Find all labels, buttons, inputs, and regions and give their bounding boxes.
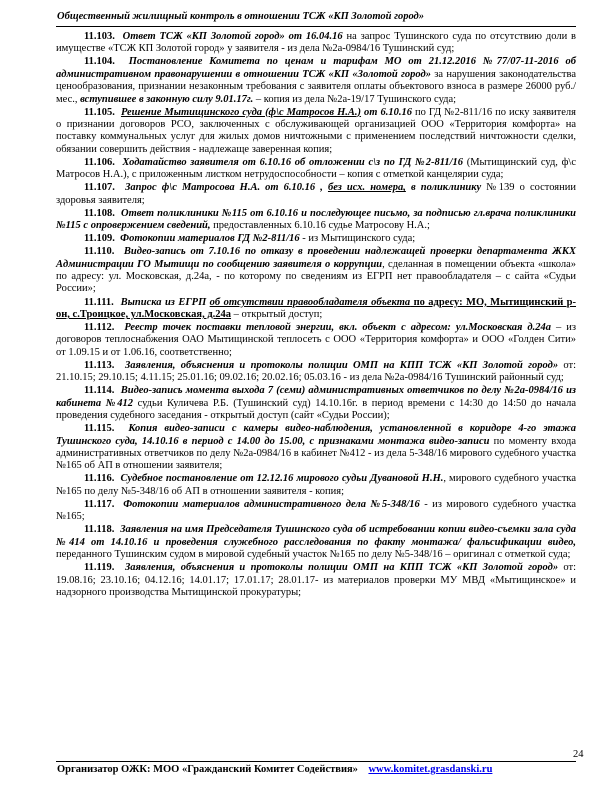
item-text-segment: по моменту входа административных ответчиков по делу №2а-0984/16 в кабинет №412 - из дела 5-348/16 мирового судебного участка №165 об АП в отношении заявителя; <box>56 435 576 472</box>
footer-divider <box>56 761 576 762</box>
item-text-segment: за нарушения законодательства ценообразования, признании незаконным требования с заявителя оплаты объектового взноса в размере 26000 руб./мес., <box>56 68 576 105</box>
list-item <box>56 31 576 56</box>
item-text-segment: Ходатайство заявителя от 6.10.16 об отложении с\з по ГД №2-811/16 <box>122 156 464 168</box>
item-text-segment: (Мытищинский суд, ф\с Матросов Н.А.), с приложенным листком нетрудоспособности – копия с отметкой канцелярии суда; <box>56 156 576 181</box>
item-text-segment: на запрос Тушинского суда по отсутствию доли в имуществе «ТСЖ КП Золотой город» у заявителя - из дела №2а-0984/16 Тушинский суд; <box>56 31 577 55</box>
list-item <box>56 56 576 105</box>
footer-organizer-text: Организатор ОЖК: МОО «Гражданский Комитет Содействия» <box>57 764 358 775</box>
item-text-segment: Постановление Комитета по ценам и тарифам МО от 21.12.2016 №77/07-11-2016 об административном правонарушении в отношении ТСЖ «КП «Золотой город» <box>56 56 577 80</box>
item-number: 11.112. <box>84 322 115 334</box>
item-text-segment: , сделанная в помещении объекта «школа» по адресу: ул. Московская, д.24а, - по которому по сведениям из ЕГРП нет правообладателя – с сайта «Судьи России»; <box>56 258 576 295</box>
item-number: 11.114. <box>84 385 115 397</box>
item-text-segment: Фотокопии материалов административного дела №5-348/16 <box>123 498 420 510</box>
list-item <box>56 157 576 182</box>
list-item <box>56 360 576 385</box>
header-divider <box>56 26 576 27</box>
item-text-segment: от 12.12.16 мирового судьи Дувановой Н.Н. <box>240 473 444 485</box>
item-number: 11.110. <box>84 246 115 258</box>
item-text-segment: вступившее в законную силу 9.01.17г. <box>80 93 254 105</box>
item-text-segment: Заявления, объяснения и протоколы полиции ОМП на КПП ТСЖ «КП Золотой город» <box>124 359 559 371</box>
item-number: 11.113. <box>84 359 115 371</box>
item-text-segment: по адресу: МО, Мытищинский р-он, с.Троицкое, ул.Московская, д.24а <box>56 296 577 320</box>
item-number: 11.103. <box>84 31 115 42</box>
item-text-segment: в поликлинику <box>405 182 482 194</box>
item-text-segment: №139 о состоянии здоровья заявителя; <box>56 182 576 206</box>
list-item <box>56 182 576 207</box>
item-number: 11.119. <box>84 562 115 574</box>
item-number: 11.105. <box>84 106 115 118</box>
item-text-segment: Видео-запись момента выхода 7 (семи) административных ответчиков по делу №2а-0984/16 из кабинета №412 <box>56 385 577 409</box>
list-item <box>56 107 576 156</box>
item-number: 11.118. <box>84 524 115 536</box>
list-item <box>56 499 576 524</box>
list-item <box>56 246 576 295</box>
document-body <box>56 31 576 600</box>
item-text-segment: - из мирового судебного участка №165; <box>56 498 577 523</box>
item-text-segment: – копия из дела №2а-19/17 Тушинского суда; <box>253 93 457 105</box>
list-item <box>56 322 576 359</box>
item-text-segment: Фотокопии материалов ГД №2-811/16 <box>120 233 300 245</box>
item-text-segment: Ответ ТСЖ «КП Золотой город» от 16.04.16 <box>122 31 343 42</box>
item-text-segment: – открытый доступ; <box>231 308 323 320</box>
item-text-segment: об отсутствии правообладателя объекта <box>209 296 411 308</box>
item-text-segment: Выписка из ЕГРП <box>120 296 210 308</box>
item-text-segment: Ответ поликлиники №115 от 6.10.16 и последующее письмо, за подписью гл.врача поликлиники №115 с опровержением сведений, <box>56 207 577 232</box>
item-number: 11.108. <box>84 207 115 219</box>
list-item <box>56 297 576 322</box>
item-text-segment: переданного Тушинским судом в мировой судебный участок №165 по делу №5-348/16 – оригинал с отметкой суда; <box>56 549 571 561</box>
item-text-segment: , мирового судебного участка №165 по делу №5-348/16 об АП в отношении заявителя - копия; <box>56 473 577 497</box>
list-item <box>56 208 576 233</box>
item-text-segment: Заявления, объяснения и протоколы полиции ОМП на КПП ТСЖ «КП Золотой город» <box>124 562 559 574</box>
item-text-segment: – из договоров теплоснабжения ОАО Мытищинской теплосеть с ООО «Территория комфорта» и ООО «Голден Сити» от 1.09.15 и от 1.06.16, соответственно; <box>56 322 577 358</box>
item-number: 11.106. <box>84 156 115 168</box>
item-text-segment: Видео-запись от 7.10.16 по отказу в проведении надлежащей проверки департамента ЖКХ Администрации ГО Мытищи по сообщению заявителя о коррупции <box>56 246 577 270</box>
item-number: 11.109. <box>84 233 115 245</box>
item-text-segment: Решение Мытищинского суда (ф\с Матросов Н.А.) <box>120 106 362 118</box>
item-text-segment: от: 19.08.16; 23.10.16; 04.12.16; 14.01.17; 17.01.17; 28.01.17- из материалов проверки МУ МВД «Мытищинское» и надзорного производства Мытищинской прокуратуры; <box>56 562 577 598</box>
item-text-segment: - из Мытищинского суда; <box>299 233 416 245</box>
item-text-segment: Копия видео-записи с камеры видео-наблюдения, установленной в коридоре 4-го этажа Тушинского суда, 14.10.16 в период с 14.00 до 15.00, с признаками монтажа видео-записи <box>56 423 577 447</box>
list-item <box>56 524 576 561</box>
item-text-segment: от: 21.10.15; 29.10.15; 4.11.15; 25.01.16; 09.02.16; 20.02.16; 05.03.16 - из дела №2а-0984/16 Тушинский районный суд; <box>56 359 577 384</box>
list-item <box>56 385 576 422</box>
running-header: Общественный жилищный контроль в отношении ТСЖ «КП Золотой город» <box>57 11 425 22</box>
page-number: 24 <box>573 749 584 760</box>
item-text-segment: предоставленных 6.10.16 судье Матросову Н.А.; <box>210 220 430 232</box>
item-number: 11.104. <box>84 56 115 68</box>
item-number: 11.116. <box>84 473 115 485</box>
item-text-segment: без исх. номера, <box>327 182 406 194</box>
page-footer <box>57 764 577 775</box>
item-number: 11.111. <box>84 296 114 308</box>
item-number: 11.117. <box>84 498 115 510</box>
list-item <box>56 473 576 498</box>
list-item <box>56 562 576 599</box>
item-number: 11.115. <box>84 423 115 435</box>
footer-website-link[interactable]: www.komitet.grasdanski.ru <box>368 764 493 775</box>
item-text-segment: Реестр точек поставки тепловой энергии, вкл. объект с адресом: ул.Московская д.24а <box>124 322 552 334</box>
item-text-segment: Судебное постановление <box>120 473 238 485</box>
list-item <box>56 423 576 472</box>
item-text-segment: от 6.10.16 <box>361 106 412 118</box>
list-item <box>56 233 576 245</box>
item-text-segment: судьи Куличева Р.Б. (Тушинский суд) 14.10.16г. в период времени с 14:30 до 14:50 до начала проведения судебного заседания - открытый доступ (сайт «Судьи России); <box>56 397 576 422</box>
item-text-segment: Заявления на имя Председателя Тушинского суда об истребовании копии видео-съемки зала суда №414 от 14.10.16 и проведения служебного расследования по факту монтажа/ фальсификации видео, <box>56 524 576 548</box>
item-number: 11.107. <box>84 182 115 194</box>
item-text-segment: по ГД №2-811/16 по иску заявителя о признании договоров РСО, заключенных с обслуживающей организацией ООО «Территория комфорта» на поставку коммунальных услуг для жилых домов ничтожными с применением последствий ничтожности сделки, обязании совершить действия - надлежаще заверенная копия; <box>56 106 576 155</box>
item-text-segment: Запрос ф\с Матросова Н.А. от 6.10.16 , <box>125 182 328 194</box>
